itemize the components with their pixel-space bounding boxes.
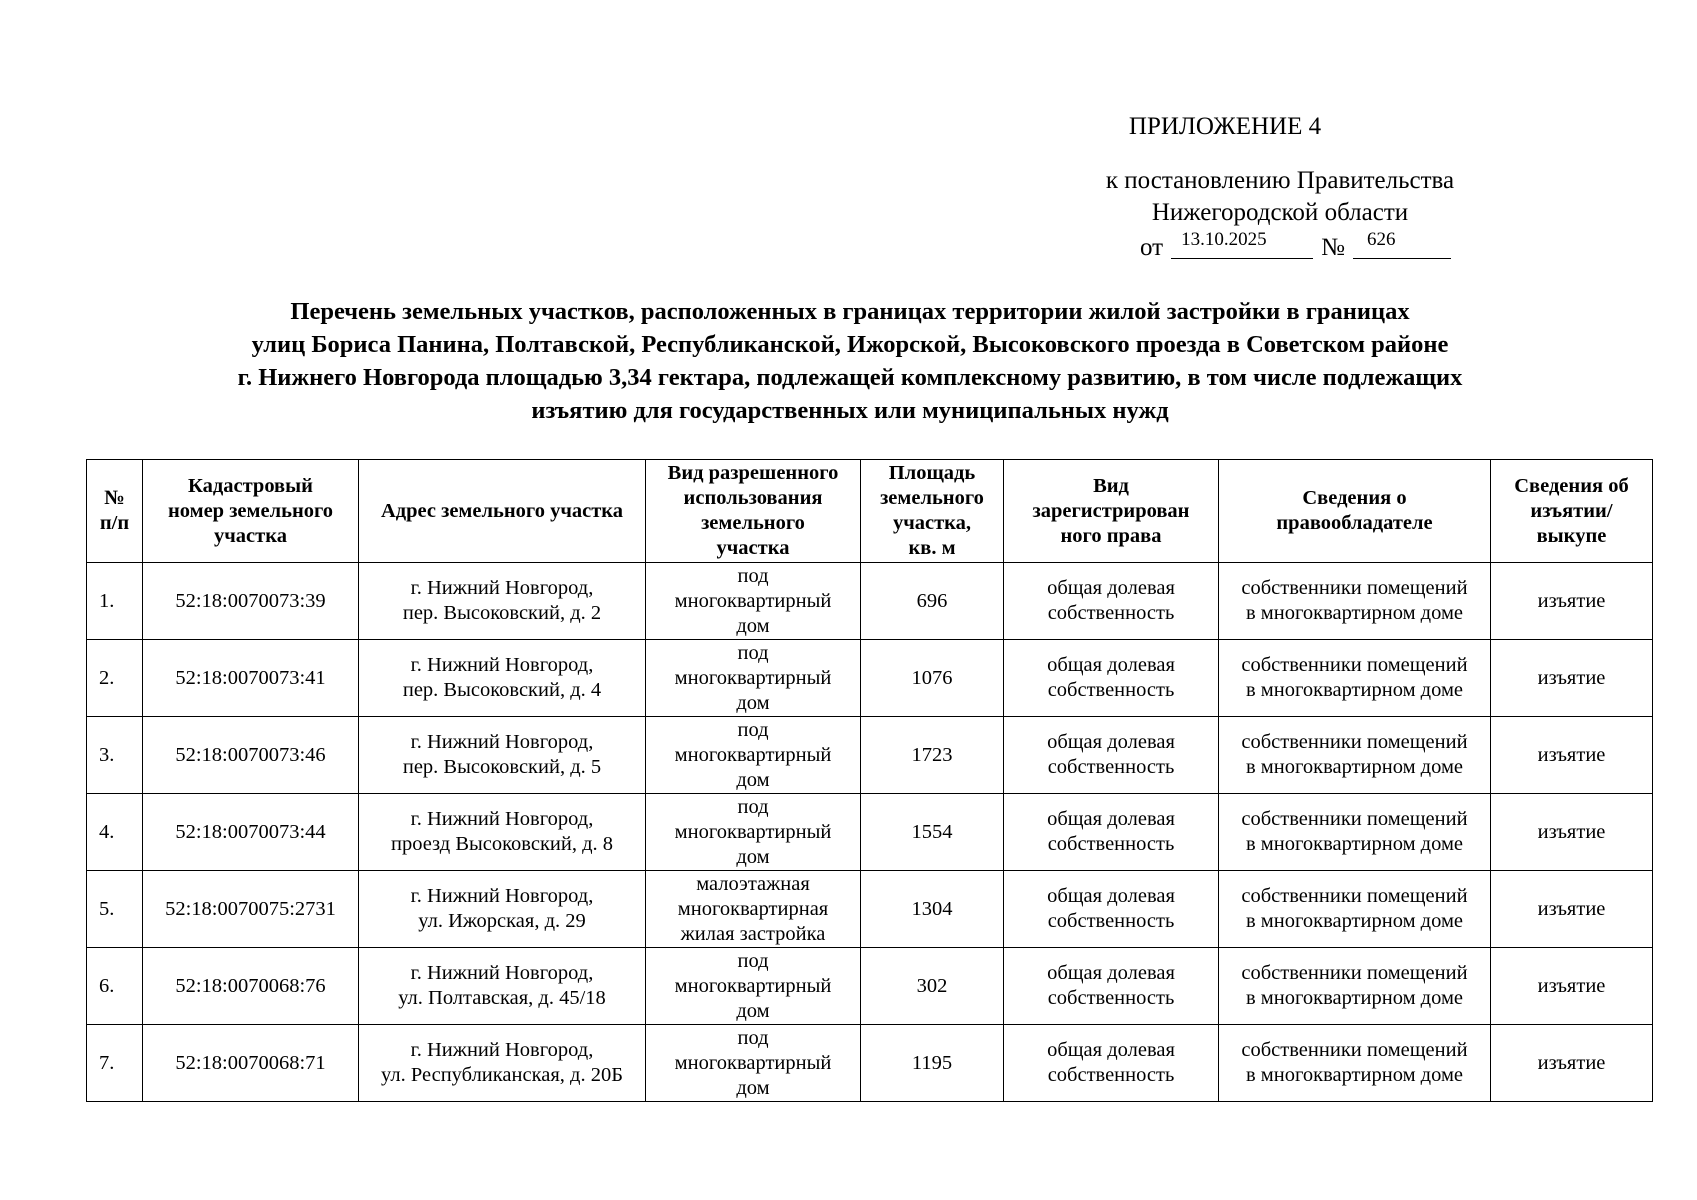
col-header-seizure [1491, 460, 1653, 563]
cell-right-holder [1219, 563, 1491, 640]
cell-permitted-use-text: дом [736, 768, 770, 791]
cell-permitted-use [646, 948, 861, 1025]
cell-seizure [1491, 1025, 1653, 1102]
cell-permitted-use-text: многоквартирный [674, 743, 832, 766]
cell-cadastral-number [143, 717, 359, 794]
cell-seizure-text: изъятие [1537, 974, 1606, 997]
col-header-right-holder [1219, 460, 1491, 563]
cell-right-type [1004, 871, 1219, 948]
cell-area [861, 794, 1004, 871]
col-header-line: участка [716, 537, 790, 559]
cell-area-text: 1723 [911, 743, 953, 766]
cell-right-type-text: общая долевая [1047, 577, 1175, 599]
cell-right-holder-text: в многоквартирном доме [1245, 987, 1464, 1009]
cell-number-text: 2. [99, 666, 115, 689]
cell-permitted-use-text: многоквартирный [674, 589, 832, 612]
cell-permitted-use [646, 794, 861, 871]
number-field [1353, 229, 1451, 259]
cell-right-holder-text: собственники помещений [1241, 1039, 1468, 1061]
appendix-label: ПРИЛОЖЕНИЕ 4 [1128, 113, 1322, 140]
cell-seizure [1491, 717, 1653, 794]
cell-area-text: 696 [916, 589, 948, 612]
cell-seizure-text: изъятие [1537, 589, 1606, 612]
title-line-3: г. Нижнего Новгорода площадью 3,34 гектара, подлежащей комплексному развитию, в том числе подлежащих [237, 364, 1463, 391]
land-plots-table [86, 459, 1653, 1102]
cell-permitted-use-text: под [737, 718, 769, 741]
cell-cadastral-number-text: 52:18:0070073:44 [175, 820, 326, 843]
cell-right-holder [1219, 717, 1491, 794]
cell-cadastral-number-text: 52:18:0070073:46 [175, 743, 326, 766]
col-header-address [359, 460, 646, 563]
cell-right-type-text: собственность [1047, 833, 1175, 855]
cell-address [359, 717, 646, 794]
cell-right-holder-text: собственники помещений [1241, 731, 1468, 753]
cell-number-text: 4. [99, 820, 115, 843]
cell-permitted-use-text: под [737, 949, 769, 972]
cell-number [87, 1025, 143, 1102]
cell-right-holder-text: собственники помещений [1241, 962, 1468, 984]
cell-right-holder-text: собственники помещений [1241, 885, 1468, 907]
cell-address-text: г. Нижний Новгород, [410, 577, 594, 599]
cell-number-text: 5. [99, 897, 115, 920]
col-header-line: зарегистрирован [1032, 499, 1190, 522]
cell-cadastral-number-text: 52:18:0070068:76 [175, 974, 326, 997]
col-header-line: номер земельного [167, 499, 334, 522]
cell-address-text: г. Нижний Новгород, [410, 654, 594, 676]
cell-permitted-use-text: дом [736, 691, 770, 714]
resolution-line-2: Нижегородской области [1151, 199, 1409, 226]
cell-right-holder-text: в многоквартирном доме [1245, 910, 1464, 932]
cell-address-text: пер. Высоковский, д. 2 [402, 602, 602, 624]
col-header-line: земельного [701, 512, 805, 534]
col-header-line: земельного [880, 487, 984, 509]
cell-permitted-use [646, 717, 861, 794]
cell-right-type-text: собственность [1047, 602, 1175, 624]
cell-number [87, 871, 143, 948]
cell-address-text: г. Нижний Новгород, [410, 1039, 594, 1061]
cell-seizure [1491, 948, 1653, 1025]
date-field [1171, 229, 1313, 259]
cell-seizure [1491, 640, 1653, 717]
cell-right-type-text: собственность [1047, 910, 1175, 932]
cell-right-holder [1219, 948, 1491, 1025]
col-header-line: Площадь [888, 462, 976, 484]
cell-number [87, 640, 143, 717]
col-header-line: Вид [1093, 474, 1129, 497]
cell-right-holder-text: собственники помещений [1241, 654, 1468, 676]
cell-number [87, 717, 143, 794]
title-line-4: изъятию для государственных или муниципальных нужд [531, 397, 1169, 424]
cell-permitted-use-text: дом [736, 614, 770, 637]
cell-number [87, 563, 143, 640]
col-header-line: использования [683, 487, 823, 509]
cell-address-text: ул. Республиканская, д. 20Б [381, 1064, 623, 1086]
cell-number-text: 1. [99, 589, 115, 612]
table-row [87, 871, 1653, 948]
table-row [87, 948, 1653, 1025]
cell-right-type-text: общая долевая [1047, 1039, 1175, 1061]
col-header-cadastral [143, 460, 359, 563]
cell-right-type [1004, 948, 1219, 1025]
cell-permitted-use [646, 640, 861, 717]
cell-permitted-use-text: жилая застройка [680, 922, 826, 945]
cell-address-text: г. Нижний Новгород, [410, 808, 594, 830]
number-value: 626 [1366, 229, 1396, 250]
cell-right-holder [1219, 640, 1491, 717]
cell-permitted-use [646, 1025, 861, 1102]
document-title [100, 295, 1600, 427]
cell-right-holder-text: в многоквартирном доме [1245, 756, 1464, 778]
cell-right-type-text: общая долевая [1047, 885, 1175, 907]
col-header-number [87, 460, 143, 563]
resolution-reference [1080, 165, 1480, 229]
cell-area [861, 948, 1004, 1025]
table-row [87, 794, 1653, 871]
cell-permitted-use-text: многоквартирный [674, 974, 832, 997]
table-row [87, 640, 1653, 717]
col-header-line: участка [214, 524, 287, 547]
cell-address-text: пер. Высоковский, д. 4 [402, 679, 602, 701]
cell-permitted-use [646, 563, 861, 640]
col-header-line: правообладателе [1276, 512, 1433, 534]
resolution-line-1: к постановлению Правительства [1105, 167, 1455, 194]
cell-right-type [1004, 640, 1219, 717]
cell-permitted-use-text: дом [736, 1076, 770, 1099]
cell-right-type-text: общая долевая [1047, 654, 1175, 676]
cell-area [861, 640, 1004, 717]
cell-permitted-use-text: под [737, 564, 769, 587]
cell-seizure [1491, 871, 1653, 948]
cell-right-type-text: общая долевая [1047, 731, 1175, 753]
cell-area [861, 1025, 1004, 1102]
cell-right-holder-text: в многоквартирном доме [1245, 602, 1464, 624]
cell-number [87, 948, 143, 1025]
col-header-line: Вид разрешенного [667, 462, 839, 484]
cell-address [359, 794, 646, 871]
col-header-line: Адрес земельного участка [380, 499, 624, 522]
cell-address-text: г. Нижний Новгород, [410, 962, 594, 984]
cell-number-text: 3. [99, 743, 115, 766]
cell-address-text: пер. Высоковский, д. 5 [402, 756, 602, 778]
cell-address [359, 1025, 646, 1102]
cell-area [861, 871, 1004, 948]
cell-cadastral-number [143, 948, 359, 1025]
cell-permitted-use [646, 871, 861, 948]
cell-number-text: 7. [99, 1051, 115, 1074]
cell-right-holder-text: собственники помещений [1241, 808, 1468, 830]
cell-right-type [1004, 717, 1219, 794]
cell-address [359, 948, 646, 1025]
cell-cadastral-number-text: 52:18:0070073:41 [175, 666, 326, 689]
col-header-line: Сведения об [1514, 474, 1629, 497]
cell-cadastral-number [143, 640, 359, 717]
col-header-line: кв. м [908, 537, 956, 559]
cell-right-holder [1219, 1025, 1491, 1102]
title-line-1: Перечень земельных участков, расположенных в границах территории жилой застройки в границах [290, 298, 1410, 325]
cell-seizure-text: изъятие [1537, 666, 1606, 689]
cell-address [359, 871, 646, 948]
cell-area-text: 1076 [911, 666, 953, 689]
cell-seizure [1491, 794, 1653, 871]
cell-right-type-text: общая долевая [1047, 962, 1175, 984]
date-value: 13.10.2025 [1181, 229, 1267, 250]
cell-area [861, 563, 1004, 640]
cell-right-holder [1219, 794, 1491, 871]
cell-right-holder-text: в многоквартирном доме [1245, 679, 1464, 701]
cell-seizure-text: изъятие [1537, 743, 1606, 766]
cell-permitted-use-text: дом [736, 845, 770, 868]
table-row [87, 563, 1653, 640]
cell-right-holder-text: в многоквартирном доме [1245, 833, 1464, 855]
cell-seizure-text: изъятие [1537, 820, 1606, 843]
cell-permitted-use-text: малоэтажная [696, 872, 810, 895]
title-line-2: улиц Бориса Панина, Полтавской, Республиканской, Ижорской, Высоковского проезда в Советском районе [251, 331, 1449, 358]
cell-address [359, 640, 646, 717]
cell-area-text: 1195 [911, 1051, 953, 1074]
cell-address-text: г. Нижний Новгород, [410, 731, 594, 753]
cell-cadastral-number [143, 871, 359, 948]
cell-right-type [1004, 1025, 1219, 1102]
cell-number-text: 6. [99, 974, 115, 997]
cell-cadastral-number-text: 52:18:0070073:39 [175, 589, 326, 612]
cell-seizure-text: изъятие [1537, 1051, 1606, 1074]
cell-right-type-text: общая долевая [1047, 808, 1175, 830]
cell-right-type-text: собственность [1047, 987, 1175, 1009]
number-prefix: № [1321, 234, 1345, 261]
cell-cadastral-number-text: 52:18:0070068:71 [175, 1051, 326, 1074]
cell-cadastral-number-text: 52:18:0070075:2731 [165, 897, 336, 920]
cell-right-type-text: собственность [1047, 756, 1175, 778]
cell-seizure-text: изъятие [1537, 897, 1606, 920]
cell-permitted-use-text: под [737, 641, 769, 664]
cell-right-type-text: собственность [1047, 679, 1175, 701]
cell-right-holder-text: собственники помещений [1241, 577, 1468, 599]
table-row [87, 1025, 1653, 1102]
cell-right-type [1004, 563, 1219, 640]
col-header-line: п/п [99, 512, 130, 534]
cell-address-text: ул. Ижорская, д. 29 [418, 910, 586, 932]
table-body [87, 563, 1653, 1102]
table-header-row [87, 460, 1653, 563]
cell-address [359, 563, 646, 640]
col-header-line: изъятии/ [1530, 499, 1613, 522]
cell-address-text: ул. Полтавская, д. 45/18 [398, 987, 606, 1009]
cell-cadastral-number [143, 1025, 359, 1102]
cell-right-type-text: собственность [1047, 1064, 1175, 1086]
cell-address-text: проезд Высоковский, д. 8 [390, 833, 614, 855]
cell-permitted-use-text: дом [736, 999, 770, 1022]
col-header-right-type [1004, 460, 1219, 563]
col-header-line: № [104, 487, 125, 509]
cell-area-text: 1304 [911, 897, 953, 920]
cell-area-text: 1554 [911, 820, 953, 843]
table-row [87, 717, 1653, 794]
resolution-date-number [1140, 229, 1451, 264]
date-prefix: от [1140, 234, 1164, 261]
cell-area [861, 717, 1004, 794]
cell-seizure [1491, 563, 1653, 640]
cell-right-type [1004, 794, 1219, 871]
col-header-line: Кадастровый [188, 474, 313, 497]
cell-cadastral-number [143, 794, 359, 871]
col-header-line: ного права [1060, 524, 1162, 547]
cell-permitted-use-text: многоквартирный [674, 1051, 832, 1074]
col-header-area [861, 460, 1004, 563]
cell-cadastral-number [143, 563, 359, 640]
cell-permitted-use-text: многоквартирный [674, 820, 832, 843]
cell-right-holder [1219, 871, 1491, 948]
col-header-line: выкупе [1536, 524, 1607, 547]
cell-permitted-use-text: многоквартирный [674, 666, 832, 689]
cell-permitted-use-text: под [737, 795, 769, 818]
col-header-line: участка, [892, 512, 972, 534]
cell-right-holder-text: в многоквартирном доме [1245, 1064, 1464, 1086]
cell-address-text: г. Нижний Новгород, [410, 885, 594, 907]
col-header-line: Сведения о [1302, 487, 1407, 509]
col-header-permitted-use [646, 460, 861, 563]
cell-area-text: 302 [916, 974, 948, 997]
cell-permitted-use-text: многоквартирная [677, 897, 829, 920]
cell-number [87, 794, 143, 871]
cell-permitted-use-text: под [737, 1026, 769, 1049]
